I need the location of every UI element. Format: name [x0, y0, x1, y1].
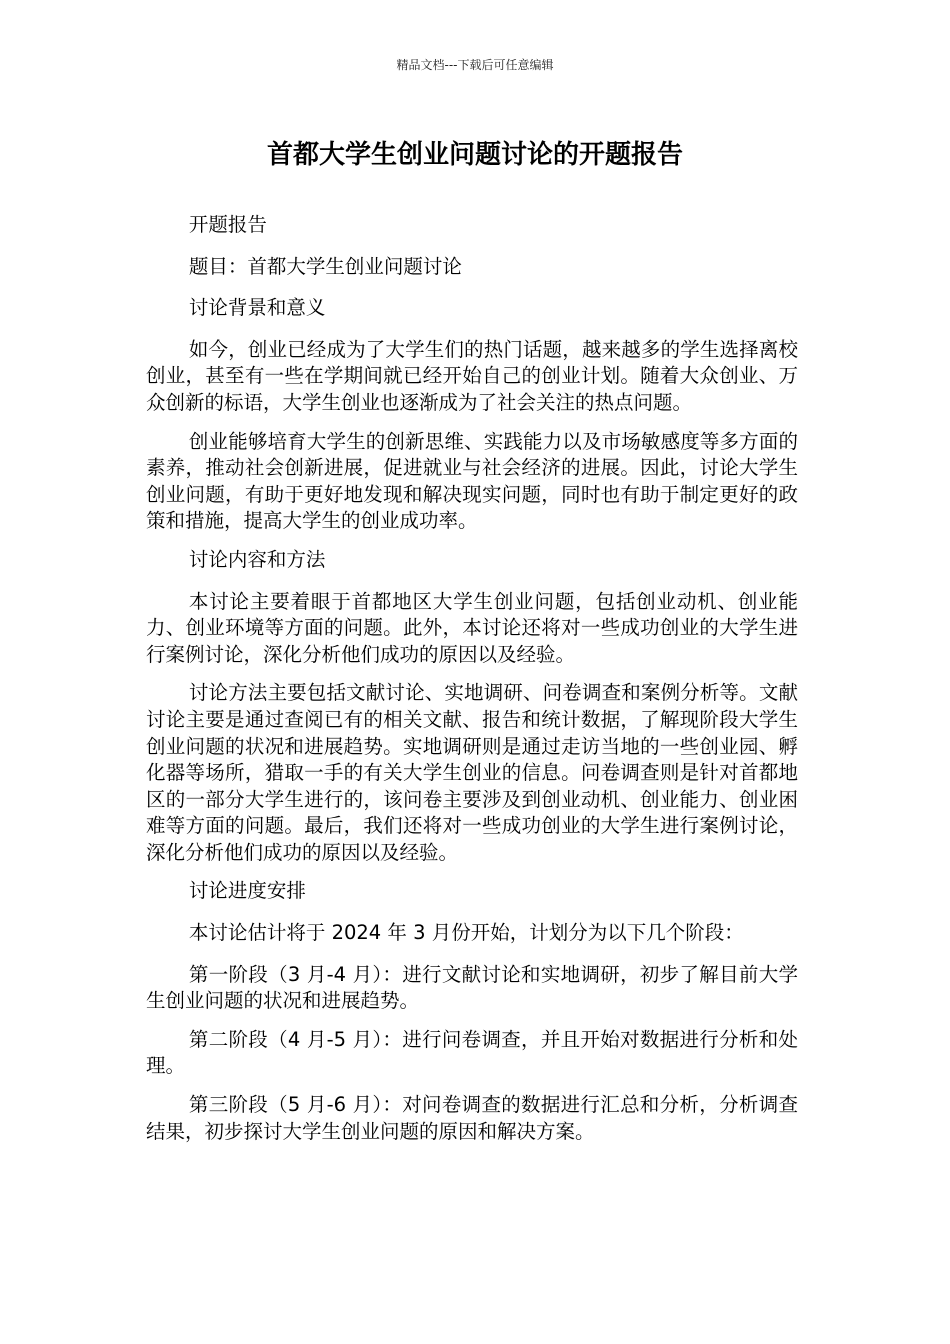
- paragraph-schedule-intro: 本讨论估计将于 2024 年 3 月份开始，计划分为以下几个阶段：: [188, 921, 744, 945]
- paragraph-method: 讨论方法主要包括文献讨论、实地调研、问卷调查和案例分析等。文献讨论主要是通过查阅已有的相关文献、报告和统计数据，了解现阶段大学生创业问题的状况和进展趋势。实地调研则是通过走访当地的一些创业园、孵化器等场所，猎取一手的有关大学生创业的信息。问卷调查则是针对首都地区的一部分大学生进行的，该问卷主要涉及到创业动机、创业能力、创业困难等方面的问题。最后，我们还将对一些成功创业的大学生进行案例讨论，深化分析他们成功的原因以及经验。: [146, 681, 798, 864]
- paragraph-stage-3: 第三阶段（5 月-6 月）：对问卷调查的数据进行汇总和分析，分析调查结果，初步探讨大学生创业问题的原因和解决方案。: [146, 1093, 798, 1143]
- page-header: 精品文档---下载后可任意编辑: [396, 58, 554, 72]
- paragraph-background-1: 如今，创业已经成为了大学生们的热门话题，越来越多的学生选择离校创业，甚至有一些在学期间就已经开始自己的创业计划。随着大众创业、万众创新的标语，大学生创业也逐渐成为了社会关注的热点问题。: [146, 337, 798, 414]
- paragraph-content: 本讨论主要着眼于首都地区大学生创业问题，包括创业动机、创业能力、创业环境等方面的问题。此外，本讨论还将对一些成功创业的大学生进行案例讨论，深化分析他们成功的原因以及经验。: [146, 589, 798, 666]
- document-body: [146, 212, 798, 1157]
- section-label-report: 开题报告: [188, 213, 267, 236]
- section-heading-background: 讨论背景和意义: [188, 296, 326, 320]
- paragraph-stage-2: 第二阶段（4 月-5 月）：进行问卷调查，并且开始对数据进行分析和处理。: [146, 1027, 798, 1078]
- document-title: 首都大学生创业问题讨论的开题报告: [266, 140, 683, 170]
- section-heading-content-method: 讨论内容和方法: [188, 547, 326, 571]
- section-heading-schedule: 讨论进度安排: [188, 879, 306, 903]
- paragraph-background-2: 创业能够培育大学生的创新思维、实践能力以及市场敏感度等多方面的素养，推动社会创新进展，促进就业与社会经济的进展。因此，讨论大学生创业问题，有助于更好地发现和解决现实问题，同时也有助于制定更好的政策和措施，提高大学生的创业成功率。: [146, 429, 798, 533]
- paragraph-stage-1: 第一阶段（3 月-4 月）：进行文献讨论和实地调研，初步了解目前大学生创业问题的状况和进展趋势。: [146, 962, 798, 1013]
- topic-line: 题目：首都大学生创业问题讨论: [188, 254, 462, 278]
